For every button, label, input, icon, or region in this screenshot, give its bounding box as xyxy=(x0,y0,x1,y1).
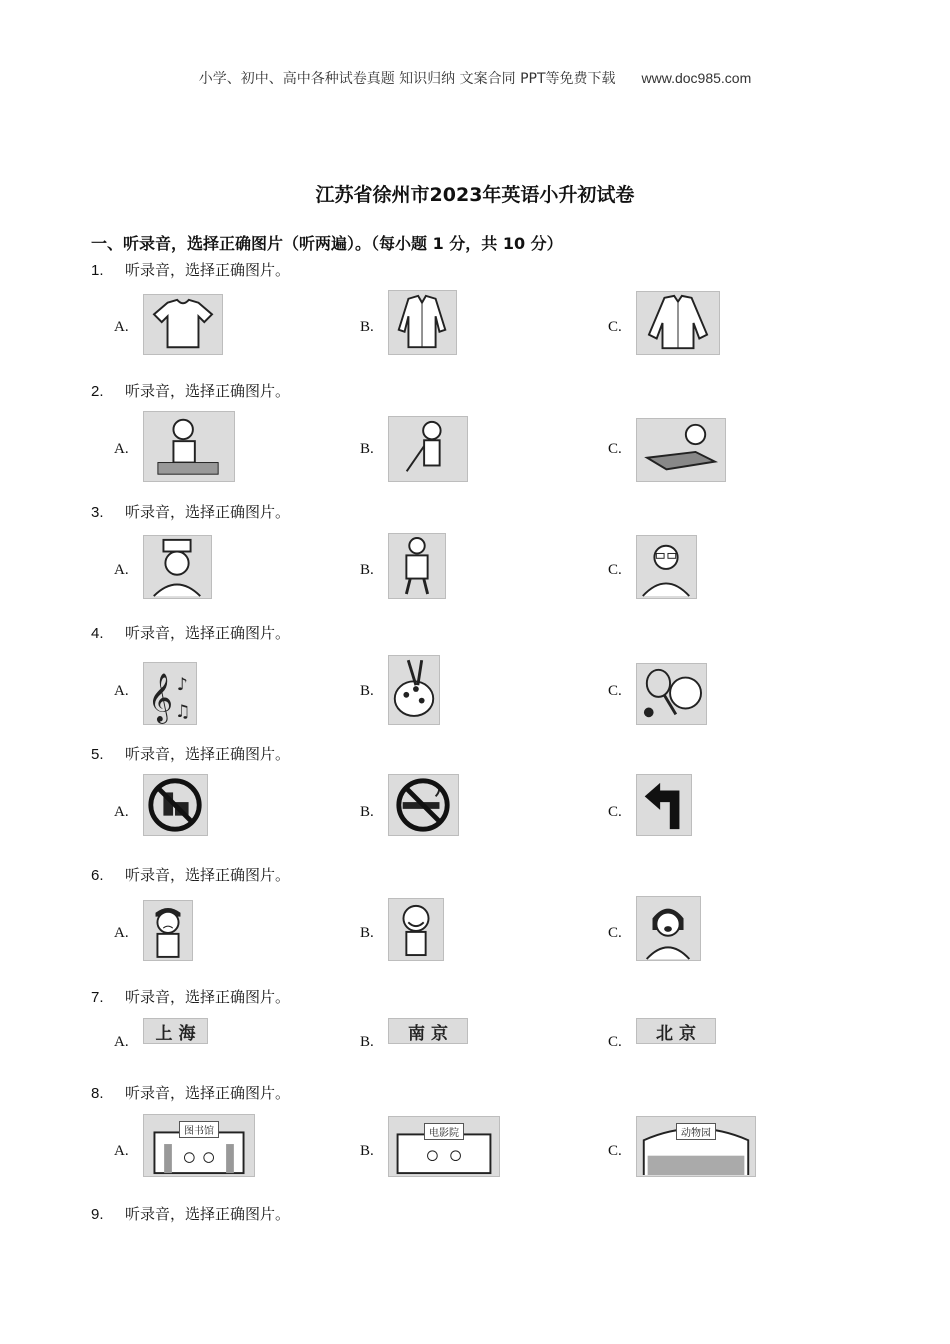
question-9 xyxy=(91,1203,290,1224)
building-sign: 动物园 xyxy=(676,1123,716,1140)
jacket-icon[interactable] xyxy=(636,291,720,355)
option-label[interactable]: A. xyxy=(114,562,129,578)
option-label[interactable]: B. xyxy=(360,925,374,941)
library-building-icon[interactable] xyxy=(143,1114,255,1177)
option-label[interactable]: B. xyxy=(360,441,374,457)
option-label[interactable]: A. xyxy=(114,683,129,699)
shanghai-card[interactable] xyxy=(143,1018,208,1044)
option-label[interactable]: C. xyxy=(608,441,622,457)
option-label[interactable]: C. xyxy=(608,1143,622,1159)
option-label[interactable]: C. xyxy=(608,319,622,335)
option-label[interactable]: A. xyxy=(114,441,129,457)
question-1 xyxy=(91,259,290,280)
question-prompt: 听录音，选择正确图片。 xyxy=(125,988,291,1006)
question-4 xyxy=(91,622,290,643)
question-number: 3. xyxy=(91,504,104,521)
question-8 xyxy=(91,1082,290,1103)
shirt-icon[interactable] xyxy=(388,290,457,355)
question-number: 8. xyxy=(91,1085,104,1102)
question-3 xyxy=(91,501,290,522)
question-number: 4. xyxy=(91,625,104,642)
option-label[interactable]: C. xyxy=(608,562,622,578)
question-prompt: 听录音，选择正确图片。 xyxy=(125,261,291,279)
question-number: 1. xyxy=(91,262,104,279)
football-player-icon[interactable] xyxy=(388,533,446,599)
doctor-icon[interactable] xyxy=(636,535,697,599)
option-label[interactable]: C. xyxy=(608,683,622,699)
question-2 xyxy=(91,380,290,401)
option-label[interactable]: B. xyxy=(360,683,374,699)
question-number: 5. xyxy=(91,746,104,763)
question-number: 6. xyxy=(91,867,104,884)
no-food-drink-sign-icon[interactable] xyxy=(143,774,208,836)
question-5 xyxy=(91,743,290,764)
option-label[interactable]: B. xyxy=(360,1034,374,1050)
crying-girl-icon[interactable] xyxy=(636,896,701,961)
question-prompt: 听录音，选择正确图片。 xyxy=(125,1084,291,1102)
city-name: 北 京 xyxy=(656,1023,696,1044)
option-label[interactable]: B. xyxy=(360,562,374,578)
page-title: 江苏省徐州市2023年英语小升初试卷 xyxy=(315,184,635,206)
zoo-gate-icon[interactable] xyxy=(636,1116,756,1177)
option-label[interactable]: C. xyxy=(608,1034,622,1050)
paint-palette-icon[interactable] xyxy=(388,655,440,725)
header-text: 小学、初中、高中各种试卷真题 知识归纳 文案合同 PPT等免费下载 xyxy=(198,71,616,87)
question-number: 2. xyxy=(91,383,104,400)
sad-boy-icon[interactable] xyxy=(143,900,193,961)
building-sign: 电影院 xyxy=(424,1123,464,1140)
section-heading: 一、听录音，选择正确图片（听两遍）。（每小题 1 分，共 10 分） xyxy=(91,234,563,253)
t-shirt-icon[interactable] xyxy=(143,294,223,355)
svg-text:♪: ♪ xyxy=(176,675,188,696)
svg-text:♫: ♫ xyxy=(174,702,191,723)
option-label[interactable]: A. xyxy=(114,804,129,820)
question-prompt: 听录音，选择正确图片。 xyxy=(125,382,291,400)
page-header xyxy=(0,68,950,88)
option-label[interactable]: A. xyxy=(114,925,129,941)
option-label[interactable]: C. xyxy=(608,804,622,820)
question-7 xyxy=(91,986,290,1007)
cook-icon[interactable] xyxy=(143,535,212,599)
option-label[interactable]: B. xyxy=(360,319,374,335)
beijing-card[interactable] xyxy=(636,1018,716,1044)
girl-making-bed-icon[interactable] xyxy=(636,418,726,482)
sports-balls-icon[interactable] xyxy=(636,663,707,725)
question-prompt: 听录音，选择正确图片。 xyxy=(125,866,291,884)
question-6 xyxy=(91,864,290,885)
question-number: 9. xyxy=(91,1206,104,1223)
city-name: 南 京 xyxy=(408,1023,448,1044)
svg-text:𝄞: 𝄞 xyxy=(147,672,173,722)
option-label[interactable]: A. xyxy=(114,1034,129,1050)
cinema-building-icon[interactable] xyxy=(388,1116,500,1177)
question-prompt: 听录音，选择正确图片。 xyxy=(125,745,291,763)
music-notes-icon[interactable] xyxy=(143,662,197,725)
building-sign: 图书馆 xyxy=(179,1121,219,1138)
girl-sweeping-floor-icon[interactable] xyxy=(388,416,468,482)
girl-washing-clothes-icon[interactable] xyxy=(143,411,235,482)
option-label[interactable]: A. xyxy=(114,319,129,335)
nanjing-card[interactable] xyxy=(388,1018,468,1044)
happy-boy-icon[interactable] xyxy=(388,898,444,961)
question-prompt: 听录音，选择正确图片。 xyxy=(125,1205,291,1223)
option-label[interactable]: A. xyxy=(114,1143,129,1159)
no-smoking-sign-icon[interactable] xyxy=(388,774,459,836)
turn-left-sign-icon[interactable] xyxy=(636,774,692,836)
question-number: 7. xyxy=(91,989,104,1006)
option-label[interactable]: B. xyxy=(360,804,374,820)
question-prompt: 听录音，选择正确图片。 xyxy=(125,624,291,642)
option-label[interactable]: B. xyxy=(360,1143,374,1159)
header-site[interactable]: www.doc985.com xyxy=(641,70,752,86)
city-name: 上 海 xyxy=(155,1023,196,1044)
question-prompt: 听录音，选择正确图片。 xyxy=(125,503,291,521)
option-label[interactable]: C. xyxy=(608,925,622,941)
